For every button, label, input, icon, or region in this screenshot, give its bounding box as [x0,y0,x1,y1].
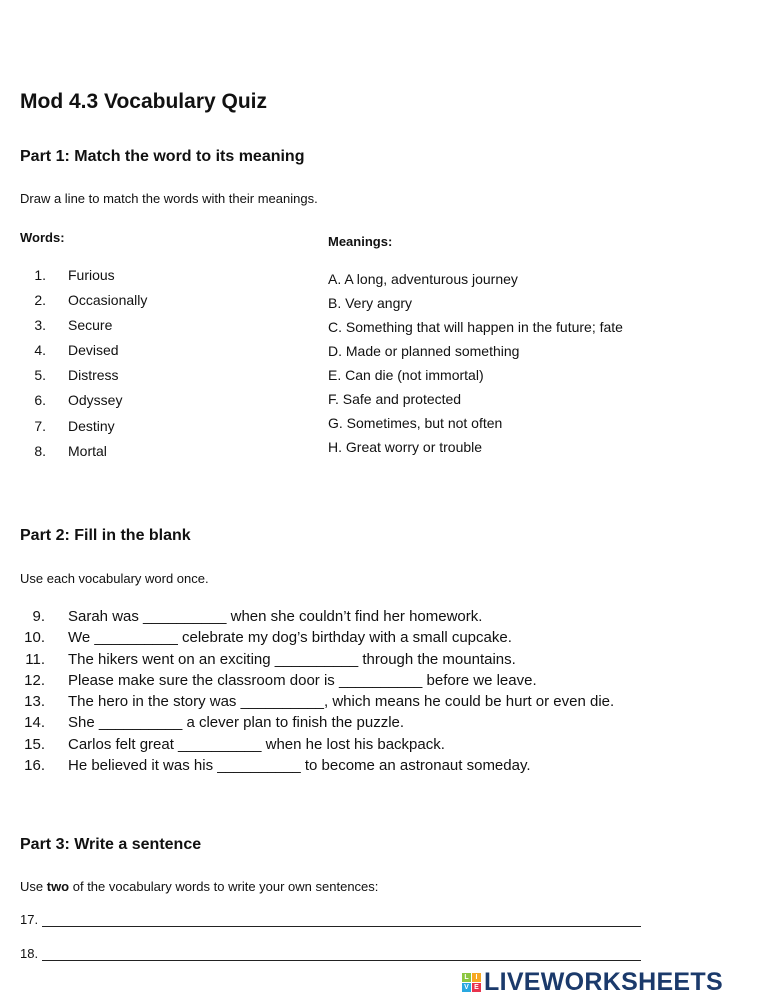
meaning-item: A. A long, adventurous journey [328,271,518,287]
item-number: 13. [24,693,45,711]
answer-line[interactable] [42,948,641,961]
logo-cube: I [472,973,481,982]
word-item [20,342,300,367]
part2-instruction: Use each vocabulary word once. [20,571,209,586]
fill-item [20,714,760,735]
part3-heading: Part 3: Write a sentence [20,836,202,853]
part1-instruction: Draw a line to match the words with their meanings. [20,191,318,206]
word-number: 6. [34,392,46,409]
words-label: Words: [20,230,65,245]
words-list [20,267,300,468]
item-number: 9. [32,608,45,625]
word-item [20,418,300,443]
line-number: 17. [20,912,39,927]
page-title: Mod 4.3 Vocabulary Quiz [20,90,267,113]
item-sentence: The hikers went on an exciting __________ through the mountains. [68,650,516,668]
word-number: 7. [34,417,46,434]
item-sentence: Sarah was __________ when she couldn’t find her homework. [68,608,483,625]
word-item [20,443,300,468]
word-text: Distress [68,367,119,384]
part2-heading: Part 2: Fill in the blank [20,527,191,544]
logo-cube: E [472,983,481,992]
meanings-list [328,271,623,463]
word-number: 8. [34,442,46,459]
item-sentence: He believed it was his __________ to become an astronaut someday. [68,757,531,775]
fill-item [20,608,760,629]
meaning-item: C. Something that will happen in the future; fate [328,319,623,335]
sentence-line-17 [20,912,641,927]
meaning-item: B. Very angry [328,295,413,311]
meaning-item: H. Great worry or trouble [328,439,483,455]
part3-instruction [20,879,378,894]
item-number: 16. [24,757,45,775]
item-number: 15. [24,735,45,753]
instruction-emphasis: two [46,879,70,894]
fill-item [20,651,760,672]
word-item [20,317,300,342]
fill-blank-list [20,608,760,778]
item-sentence: She __________ a clever plan to finish the puzzle. [68,714,405,732]
fill-item [20,672,760,693]
item-sentence: Carlos felt great __________ when he lost his backpack. [68,735,445,753]
word-item [20,392,300,417]
fill-item [20,629,760,650]
logo-text: LIVEWORKSHEETS [484,968,723,996]
word-text: Occasionally [68,292,148,309]
word-text: Furious [68,267,115,283]
part1-heading: Part 1: Match the word to its meaning [20,148,305,165]
item-sentence: The hero in the story was __________, which means he could be hurt or even die. [68,693,615,711]
fill-item [20,693,760,714]
sentence-line-18 [20,946,641,961]
fill-item [20,757,760,778]
word-item [20,367,300,392]
word-number: 3. [34,317,46,334]
answer-line[interactable] [42,914,641,927]
word-number: 1. [34,267,46,283]
item-sentence: Please make sure the classroom door is __________ before we leave. [68,671,537,689]
item-number: 11. [25,650,45,668]
meanings-label: Meanings: [328,234,393,249]
item-sentence: We __________ celebrate my dog’s birthday with a small cupcake. [68,629,512,647]
item-number: 12. [24,671,45,689]
word-text: Mortal [68,442,107,459]
word-item [20,292,300,317]
word-item [20,267,300,292]
word-text: Secure [68,317,113,334]
instruction-text: of the vocabulary words to write your own sentences: [69,879,379,894]
meaning-item: E. Can die (not immortal) [328,367,484,383]
word-number: 4. [34,342,46,359]
word-text: Devised [68,342,119,359]
word-text: Odyssey [68,392,123,409]
logo-cubes-icon [462,973,481,992]
fill-item [20,736,760,757]
meaning-item: F. Safe and protected [328,391,462,407]
logo-cube: L [462,973,471,982]
item-number: 10. [24,629,45,647]
logo-cube: V [462,983,471,992]
item-number: 14. [24,714,45,732]
line-number: 18. [20,946,39,961]
instruction-text: Use [20,879,47,894]
meaning-item: D. Made or planned something [328,343,520,359]
meaning-item: G. Sometimes, but not often [328,415,503,431]
word-number: 5. [34,367,46,384]
word-text: Destiny [68,417,115,434]
liveworksheets-logo [462,968,723,997]
word-number: 2. [34,292,46,309]
